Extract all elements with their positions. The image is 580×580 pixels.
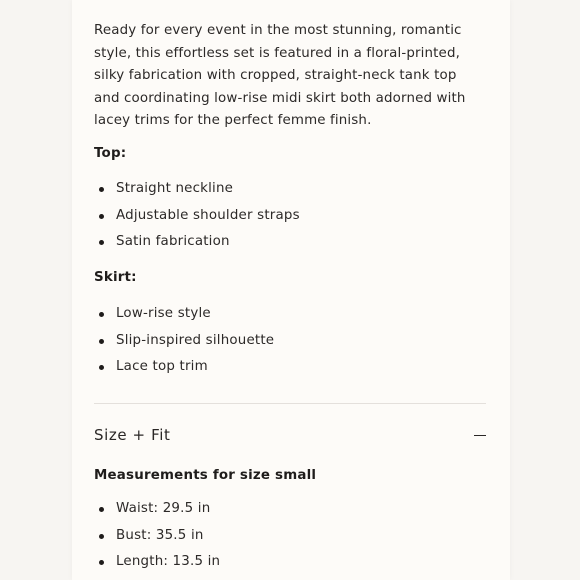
bullet-icon — [99, 560, 104, 565]
list-item-text: Waist: 29.5 in — [116, 501, 211, 516]
skirt-heading: Skirt: — [94, 270, 137, 285]
list-item — [94, 304, 486, 331]
list-item — [94, 552, 486, 579]
measurements-list — [94, 499, 486, 579]
bullet-icon — [99, 240, 104, 245]
list-item-text: Straight neckline — [116, 181, 234, 196]
bullet-icon — [99, 187, 104, 192]
measurements-heading: Measurements for size small — [94, 468, 317, 483]
list-item — [94, 526, 486, 553]
top-features-list — [94, 179, 486, 259]
section-divider — [94, 403, 486, 404]
list-item — [94, 331, 486, 358]
list-item — [94, 206, 486, 233]
list-item — [94, 499, 486, 526]
skirt-features-list — [94, 304, 486, 384]
minus-icon[interactable] — [474, 435, 486, 436]
size-fit-title: Size + Fit — [94, 426, 171, 444]
list-item — [94, 179, 486, 206]
top-heading: Top: — [94, 146, 127, 161]
list-item-text: Satin fabrication — [116, 234, 230, 250]
bullet-icon — [99, 339, 104, 344]
bullet-icon — [99, 507, 104, 512]
product-description: Ready for every event in the most stunning, romantic style, this effortless set is featured in a floral-printed, silky fabrication with cropped, straight-neck tank top and coordinating low-rise midi skirt both adorned with lacey trims for the perfect femme finish. — [94, 23, 466, 128]
list-item-text: Lace top trim — [116, 359, 208, 375]
list-item — [94, 232, 486, 259]
size-fit-accordion-toggle[interactable] — [94, 424, 486, 448]
list-item-text: Slip-inspired silhouette — [116, 332, 275, 348]
bullet-icon — [99, 365, 104, 370]
list-item-text: Low-rise style — [116, 306, 211, 321]
list-item — [94, 357, 486, 384]
bullet-icon — [99, 312, 104, 317]
bullet-icon — [99, 214, 104, 219]
bullet-icon — [99, 534, 104, 539]
list-item-text: Length: 13.5 in — [116, 554, 221, 570]
list-item-text: Bust: 35.5 in — [116, 527, 204, 543]
list-item-text: Adjustable shoulder straps — [116, 207, 300, 223]
